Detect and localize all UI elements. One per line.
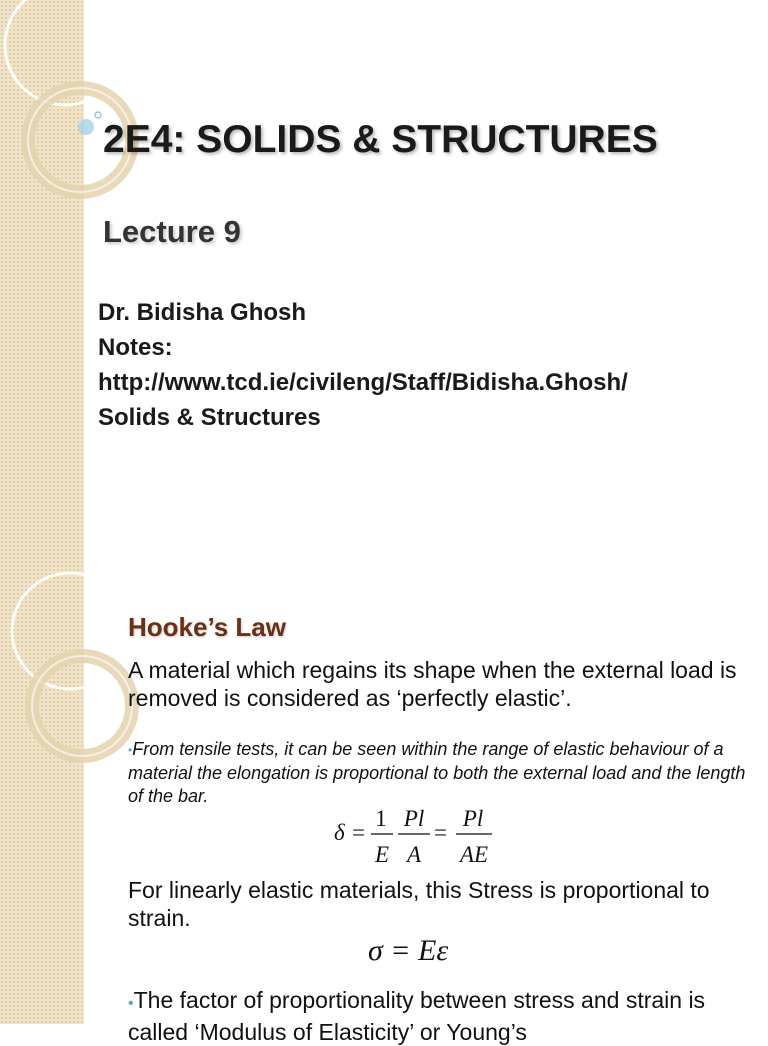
author-name: Dr. Bidisha Ghosh xyxy=(98,299,307,326)
paragraph-linear-elastic: For linearly elastic materials, this Stress is proportional to strain. xyxy=(128,877,710,931)
slide-title: Hooke’s Law xyxy=(128,612,286,642)
bullet-text: The factor of proportionality between stress and strain is called ‘Modulus of Elasticity’ or Young’s xyxy=(128,987,706,1045)
eq-f2-den: A xyxy=(406,842,422,867)
bullet-marker: • xyxy=(128,742,133,757)
decorative-rings-icon xyxy=(0,576,133,776)
lecture-number: Lecture 9 xyxy=(103,214,241,249)
eq-f3-den: AE xyxy=(459,842,489,867)
bullet-marker: • xyxy=(128,995,134,1012)
stress-strain-equation: σ = Eε xyxy=(368,934,449,967)
notes-url: http://www.tcd.ie/civileng/Staff/Bidisha.Ghosh/ xyxy=(98,369,628,396)
slide-title: 2E4: SOLIDS & STRUCTURES xyxy=(103,118,658,161)
slide-info xyxy=(98,295,628,435)
hookes-law-equation xyxy=(330,804,510,868)
eq-f1-num: 1 xyxy=(375,806,387,831)
eq-equals-2: = xyxy=(434,820,447,845)
eq-equals: = xyxy=(352,820,365,845)
eq-delta: δ xyxy=(334,820,345,845)
slide-2 xyxy=(0,576,768,1045)
eq-f1-den: E xyxy=(374,842,390,867)
bullet-tensile-tests xyxy=(128,738,748,808)
decorative-rings-icon xyxy=(0,0,130,200)
bullet-modulus xyxy=(128,986,748,1046)
eq-f3-num: Pl xyxy=(462,806,484,831)
notes-label: Notes: xyxy=(98,334,173,361)
eq-f2-num: Pl xyxy=(403,806,425,831)
notes-course: Solids & Structures xyxy=(98,404,321,431)
paragraph-elastic: A material which regains its shape when the external load is removed is considered as ‘perfectly elastic’. xyxy=(128,657,737,711)
bullet-text: From tensile tests, it can be seen within the range of elastic behaviour of a material the elongation is proportional to both the external load and the length of the bar. xyxy=(128,739,746,806)
